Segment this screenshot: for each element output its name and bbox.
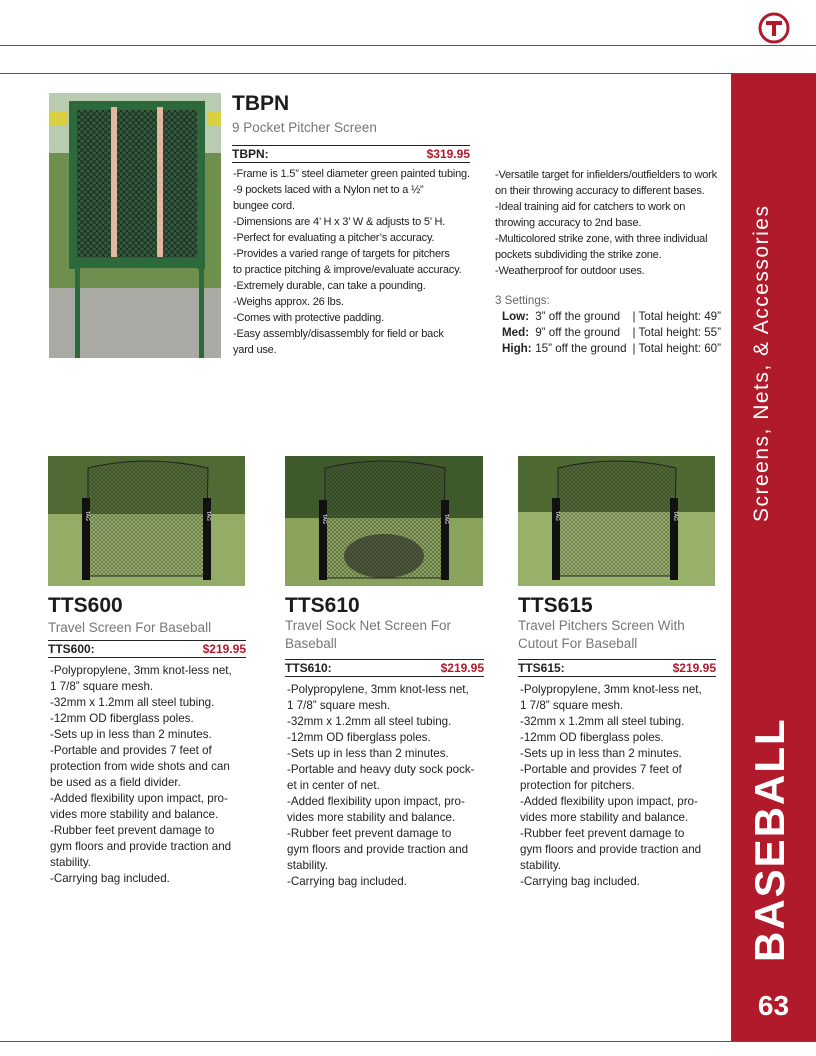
setting-level: High:: [502, 342, 532, 355]
feature-item: -Multicolored strike zone, with three individual pockets subdividing the strike zone.: [495, 233, 708, 261]
feature-item: -Rubber feet prevent damage to gym floors and provide traction and stability.: [520, 827, 702, 872]
tbpn-setting-row: [502, 326, 721, 339]
sidebar-section-title: BASEBALL: [746, 717, 793, 962]
sidebar-category: Screens, Nets, & Accessories: [750, 204, 773, 522]
tbpn-title: TBPN: [232, 92, 290, 115]
tag-logo-icon: [758, 12, 790, 44]
tts615-subtitle: Travel Pitchers Screen With Cutout For Baseball: [518, 618, 685, 651]
photo-tag-label: TAG: [554, 511, 560, 521]
tts610-subtitle: Travel Sock Net Screen For Baseball: [285, 618, 452, 651]
feature-item: -32mm x 1.2mm all steel tubing.: [520, 715, 685, 728]
feature-item: -Sets up in less than 2 minutes.: [520, 747, 682, 760]
photo-tag-label: TAG: [672, 511, 678, 521]
tts600-code: TTS600:: [48, 642, 95, 656]
tts610-price-bar: [285, 659, 484, 677]
feature-item: -12mm OD fiberglass poles.: [287, 731, 431, 744]
tbpn-price: $319.95: [426, 147, 470, 161]
tts610-title: TTS610: [285, 594, 360, 617]
tts615-title: TTS615: [518, 594, 593, 617]
feature-item: -Rubber feet prevent damage to gym floors and provide traction and stability.: [287, 827, 469, 872]
feature-item: -32mm x 1.2mm all steel tubing.: [287, 715, 452, 728]
tts615-features: [520, 682, 720, 890]
tbpn-settings-heading: 3 Settings:: [495, 294, 550, 307]
setting-height: | Total height: 49”: [632, 310, 721, 323]
feature-item: -Added flexibility upon impact, pro- vides more stability and balance.: [520, 795, 698, 824]
photo-tag-label: TAG: [321, 514, 327, 524]
photo-tag-label: TAG: [443, 514, 449, 524]
setting-detail: 9” off the ground: [535, 326, 621, 339]
tts600-features: [50, 663, 250, 887]
feature-item: -12mm OD fiberglass poles.: [50, 712, 194, 725]
feature-item: -Polypropylene, 3mm knot-less net, 1 7/8” square mesh.: [287, 683, 469, 712]
tbpn-features-right: [495, 167, 727, 279]
feature-item: -Portable and provides 7 feet of protection from wide shots and can be used as a field divider.: [50, 744, 230, 789]
page-number: 63: [757, 990, 790, 1021]
tbpn-product-photo: [49, 93, 221, 358]
feature-item: -Ideal training aid for catchers to work on throwing accuracy to 2nd base.: [495, 201, 686, 229]
feature-item: -Weatherproof for outdoor uses.: [495, 265, 645, 277]
feature-item: -Polypropylene, 3mm knot-less net, 1 7/8” square mesh.: [50, 664, 232, 693]
tts615-price-bar: [518, 659, 716, 677]
feature-item: -12mm OD fiberglass poles.: [520, 731, 664, 744]
feature-item: -Extremely durable, can take a pounding.: [233, 280, 426, 292]
setting-height: | Total height: 55”: [632, 326, 721, 339]
tts600-subtitle: Travel Screen For Baseball: [48, 620, 212, 635]
feature-item: -Portable and heavy duty sock pock- et in center of net.: [287, 763, 475, 792]
feature-item: -Weighs approx. 26 lbs.: [233, 296, 344, 308]
tbpn-features-left: [233, 166, 483, 358]
tbpn-code: TBPN:: [232, 147, 269, 161]
feature-item: -Added flexibility upon impact, pro- vides more stability and balance.: [287, 795, 465, 824]
feature-item: -9 pockets laced with a Nylon net to a ½” bungee cord.: [233, 184, 424, 212]
header-rule-top: [0, 45, 816, 46]
feature-item: -Carrying bag included.: [50, 872, 170, 885]
feature-item: -Frame is 1.5” steel diameter green painted tubing.: [233, 168, 470, 180]
feature-item: -Polypropylene, 3mm knot-less net, 1 7/8” square mesh.: [520, 683, 702, 712]
setting-level: Med:: [502, 326, 530, 339]
header-rule-bottom: [0, 73, 816, 74]
tts600-price-bar: [48, 640, 246, 658]
feature-item: -Carrying bag included.: [520, 875, 640, 888]
photo-tag-label: TAG: [205, 511, 211, 521]
feature-item: -Added flexibility upon impact, pro- vides more stability and balance.: [50, 792, 228, 821]
feature-item: -32mm x 1.2mm all steel tubing.: [50, 696, 215, 709]
tts610-product-photo: [285, 456, 483, 586]
tts615-price: $219.95: [672, 661, 716, 675]
tts600-price: $219.95: [202, 642, 246, 656]
tts610-features: [287, 682, 487, 890]
feature-item: -Provides a varied range of targets for pitchers to practice pitching & improve/evaluate accuracy.: [233, 248, 462, 276]
setting-detail: 3” off the ground: [535, 310, 621, 323]
feature-item: -Sets up in less than 2 minutes.: [287, 747, 449, 760]
tbpn-setting-row: [502, 310, 721, 323]
feature-item: -Dimensions are 4’ H x 3’ W & adjusts to 5’ H.: [233, 216, 446, 228]
tbpn-setting-row: [502, 342, 721, 355]
feature-item: -Perfect for evaluating a pitcher’s accuracy.: [233, 232, 435, 244]
tts610-code: TTS610:: [285, 661, 332, 675]
photo-tag-label: TAG: [84, 511, 90, 521]
feature-item: -Easy assembly/disassembly for field or back yard use.: [233, 328, 444, 356]
tts615-code: TTS615:: [518, 661, 565, 675]
feature-item: -Rubber feet prevent damage to gym floors and provide traction and stability.: [50, 824, 232, 869]
feature-item: -Comes with protective padding.: [233, 312, 384, 324]
tts615-product-photo: [518, 456, 715, 586]
tts600-product-photo: [48, 456, 245, 586]
feature-item: -Versatile target for infielders/outfielders to work on their throwing accuracy to different bases.: [495, 169, 717, 197]
setting-detail: 15” off the ground: [535, 342, 627, 355]
tts600-title: TTS600: [48, 594, 123, 617]
setting-height: | Total height: 60”: [632, 342, 721, 355]
tbpn-price-bar: [232, 145, 470, 163]
tbpn-subtitle: 9 Pocket Pitcher Screen: [232, 120, 377, 135]
feature-item: -Carrying bag included.: [287, 875, 407, 888]
setting-level: Low:: [502, 310, 530, 323]
feature-item: -Sets up in less than 2 minutes.: [50, 728, 212, 741]
tts610-price: $219.95: [440, 661, 484, 675]
footer-rule: [0, 1041, 816, 1042]
feature-item: -Portable and provides 7 feet of protection for pitchers.: [520, 763, 682, 792]
